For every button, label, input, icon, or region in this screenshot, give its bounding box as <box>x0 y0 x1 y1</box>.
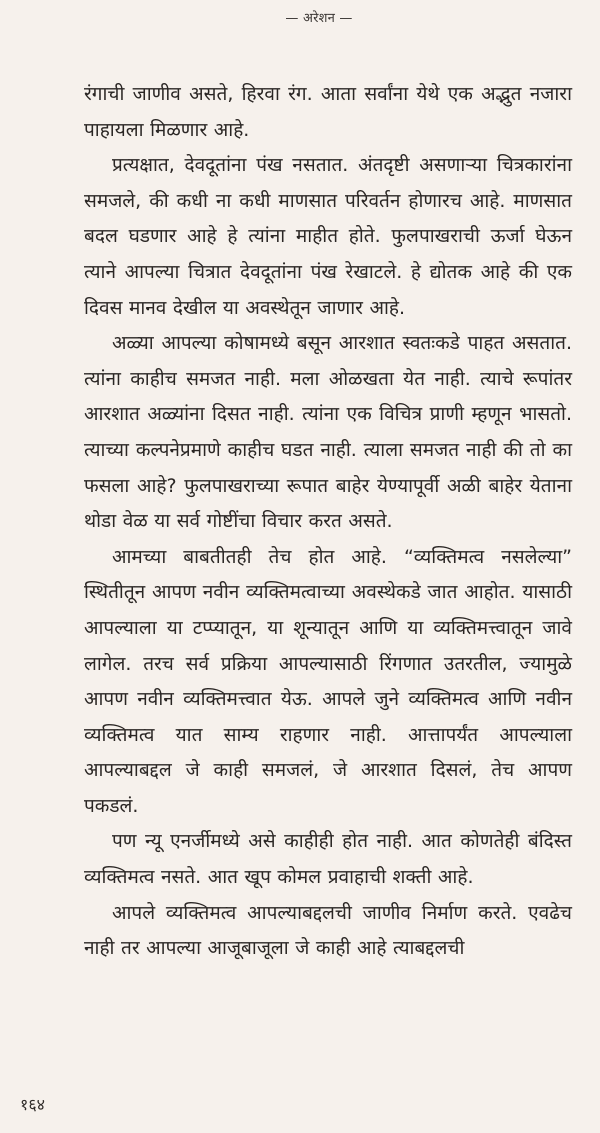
paragraph-2: प्रत्यक्षात, देवदूतांना पंख नसतात. अंतदृष्टी असणाऱ्या चित्रकारांना समजले, की कधी ना कधी माणसात परिवर्तन होणारच आहे. माणसात बदल घडणार आहे हे त्यांना माहीत होते. फुलपाखराची ऊर्जा घेऊन त्याने आपल्या चित्रात देवदूतांना पंख रेखाटले. हे द्योतक आहे की एक दिवस मानव देखील या अवस्थेतून जाणार आहे. <box>84 154 572 319</box>
paragraph-4: आमच्या बाबतीतही तेच होत आहे. “व्यक्तिमत्व नसलेल्या” स्थितीतून आपण नवीन व्यक्तिमत्वाच्या अवस्थेकडे जात आहोत. यासाठी आपल्याला या टप्प्यातून, या शून्यातून आणि या व्यक्तिमत्त्वातून जावे लागेल. तरच सर्व प्रक्रिया आपल्यासाठी रिंगणात उतरतील, ज्यामुळे आपण नवीन व्यक्तिमत्त्वात येऊ. आपले जुने व्यक्तिमत्व आणि नवीन व्यक्तिमत्व यात साम्य राहणार नाही. आत्तापर्यंत आपल्याला आपल्याबद्दल जे काही समजलं, जे आरशात दिसलं, तेच आपण पकडलं. <box>84 545 572 817</box>
paragraph-6: आपले व्यक्तिमत्व आपल्याबद्दलची जाणीव निर्माण करते. एवढेच नाही तर आपल्या आजूबाजूला जे काही आहे त्याबद्दलची <box>84 901 572 960</box>
paragraph-3: अळ्या आपल्या कोषामध्ये बसून आरशात स्वतःकडे पाहत असतात. त्यांना काहीच समजत नाही. मला ओळखता येत नाही. त्याचे रूपांतर आरशात अळ्यांना दिसत नाही. त्यांना एक विचित्र प्राणी म्हणून भासतो. त्याच्या कल्पनेप्रमाणे काहीच घडत नाही. त्याला समजत नाही की तो का फसला आहे? फुलपाखराच्या रूपात बाहेर येण्यापूर्वी अळी बाहेर येताना थोडा वेळ या सर्व गोष्टींचा विचार करत असते. <box>84 332 572 533</box>
running-head: — अरेशन — <box>285 11 353 26</box>
paragraph-1: रंगाची जाणीव असते, हिरवा रंग. आता सर्वांना येथे एक अद्भुत नजारा पाहायला मिळणार आहे. <box>84 83 572 141</box>
body-text <box>84 77 572 967</box>
page-number: १६४ <box>20 1095 45 1114</box>
paragraph-5: पण न्यू एनर्जीमध्ये असे काहीही होत नाही. आत कोणतेही बंदिस्त व्यक्तिमत्व नसते. आत खूप कोमल प्रवाहाची शक्ती आहे. <box>84 830 572 889</box>
